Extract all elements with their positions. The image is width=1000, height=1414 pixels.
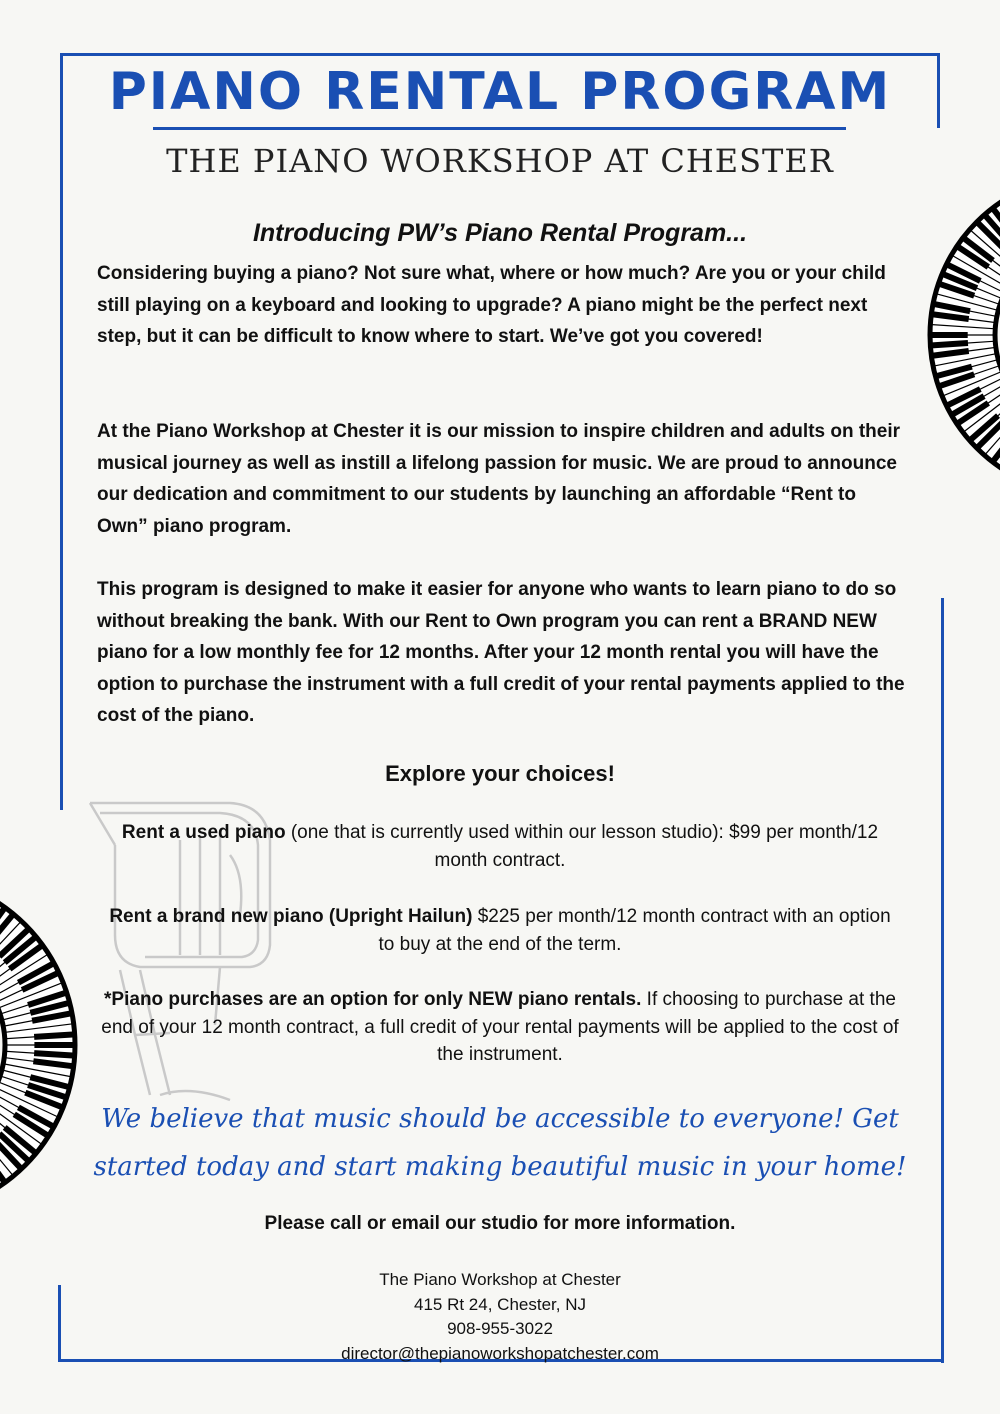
choice-purchase-note [100,986,900,1069]
choice-used-piano-text: (one that is currently used within our lesson studio): $99 per month/12 month contract. [285,822,879,871]
contact-address: 415 Rt 24, Chester, NJ [414,1295,586,1314]
choice-used-piano-lead: Rent a used piano [121,822,286,843]
intro-heading: Introducing PW’s Piano Rental Program... [252,219,748,247]
frame-top-line [60,53,940,56]
intro-paragraph-3: This program is designed to make it easier for anyone who wants to learn piano to do so without breaking the bank. With our Rent to Own program you can rent a BRAND NEW piano for a low monthly fee for 12 months. After your 12 month rental you will have the option to purchase the instrument with a full credit of your rental payments applied to the cost of the piano. [97,579,905,727]
choices-heading: Explore your choices! [385,761,615,786]
intro-paragraph-2: At the Piano Workshop at Chester it is our mission to inspire children and adults on their musical journey as well as instill a lifelong passion for music. We are proud to announce our dedication and commitment to our students by launching an affordable “Rent to Own” piano program. [97,421,901,537]
choice-purchase-note-text: If choosing to purchase at the end of your 12 month contract, a full credit of your rental payments will be applied to the cost of the instrument. [101,989,899,1065]
intro-paragraph-1: Considering buying a piano? Not sure what, where or how much? Are you or your child still playing on a keyboard and looking to upgrade? A piano might be the perfect next step, but it can be difficult to know where to start. We’ve got you covered! [97,263,886,348]
choice-new-piano-lead: Rent a brand new piano (Upright Hailun) [109,906,473,927]
slogan: We believe that music should be accessible to everyone! Get started today and start making beautiful music in your home! [93,1104,907,1182]
choice-purchase-note-lead: *Piano purchases are an option for only NEW piano rentals. [104,989,642,1010]
call-to-action: Please call or email our studio for more information. [264,1213,736,1234]
frame-right-lower-line [941,598,944,1363]
choice-used-piano [100,819,900,874]
contact-phone: 908-955-3022 [447,1319,553,1338]
contact-email-link[interactable]: director@thepianoworkshopatchester.com [341,1344,659,1363]
choice-new-piano [100,903,900,958]
choice-new-piano-text: $225 per month/12 month contract with an option to buy at the end of the term. [378,906,891,955]
page-title: PIANO RENTAL PROGRAM [108,62,892,122]
title-underline [153,127,846,130]
contact-name: The Piano Workshop at Chester [379,1270,621,1289]
page-subtitle: THE PIANO WORKSHOP AT CHESTER [166,142,834,180]
